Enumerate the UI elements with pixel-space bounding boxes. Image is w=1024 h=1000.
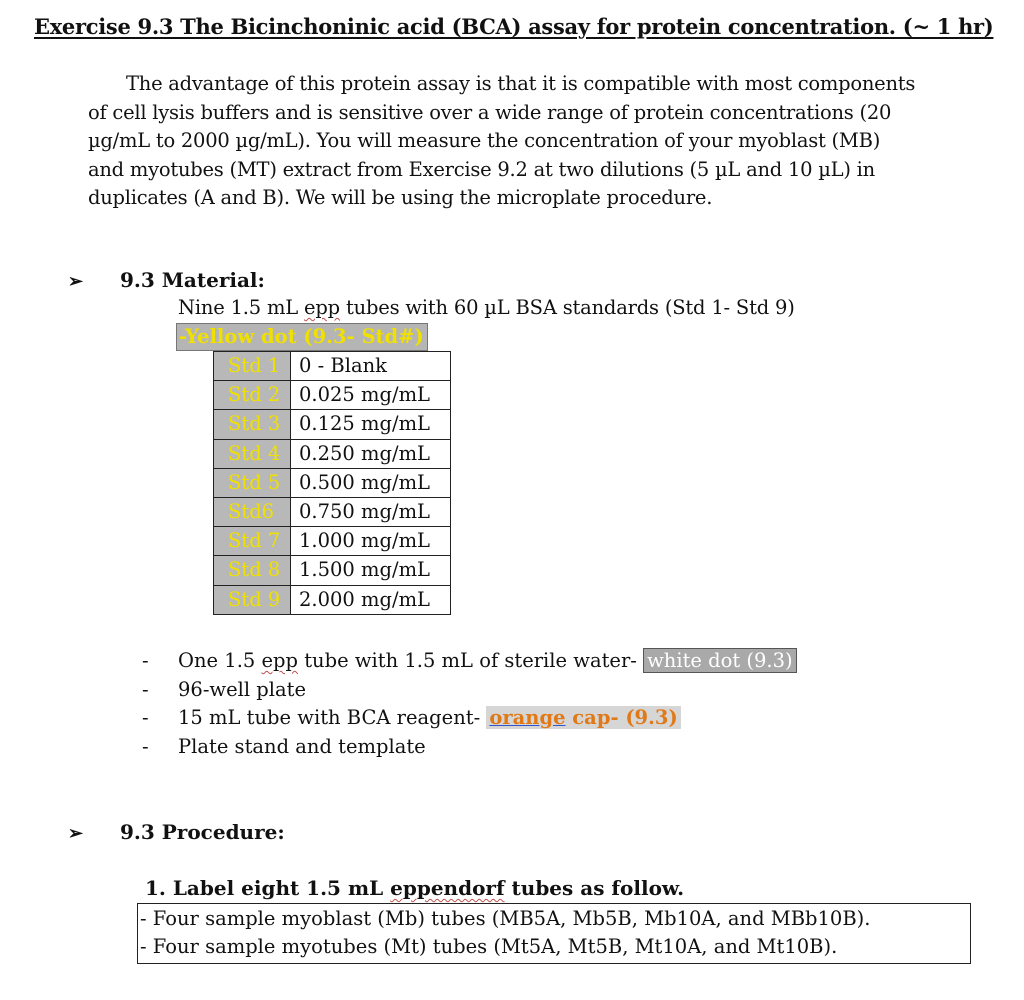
spell-check-word: epp <box>304 296 340 319</box>
bca-text-pre: 15 mL tube with BCA reagent- <box>178 706 487 729</box>
standard-id: Std6 <box>214 497 291 526</box>
intro-line: of cell lysis buffers and is sensitive over a wide range of protein concentrations (20 <box>88 100 892 124</box>
standard-concentration: 0.500 mg/mL <box>291 468 451 497</box>
water-text-pre: One 1.5 <box>178 649 262 672</box>
intro-line: and myotubes (MT) extract from Exercise 9.2 at two dilutions (5 µL and 10 µL) in <box>88 157 875 181</box>
spell-check-word: epp <box>261 649 299 672</box>
material-heading <box>68 268 265 292</box>
standard-row <box>214 439 451 468</box>
standard-concentration: 1.500 mg/mL <box>291 556 451 585</box>
tube-label-line: - Four sample myotubes (Mt) tubes (Mt5A, Mt5B, Mt10A, and Mt10B). <box>140 935 838 958</box>
standard-concentration: 1.000 mg/mL <box>291 527 451 556</box>
intro-line: duplicates (A and B). We will be using the microplate procedure. <box>88 186 713 209</box>
intro-paragraph <box>88 70 978 213</box>
procedure-heading-text: 9.3 Procedure: <box>120 820 285 844</box>
standard-id: Std 1 <box>214 352 291 381</box>
standard-row <box>214 381 451 410</box>
dash-bullet: - <box>142 734 149 758</box>
spell-check-word: eppendorf <box>390 876 505 900</box>
standard-id: Std 7 <box>214 527 291 556</box>
orange-cap-rest: cap- (9.3) <box>565 706 678 729</box>
list-item <box>142 704 797 733</box>
orange-word: orange <box>489 706 566 729</box>
standard-row <box>214 410 451 439</box>
standard-concentration: 0.025 mg/mL <box>291 381 451 410</box>
standard-concentration: 0 - Blank <box>291 352 451 381</box>
list-item <box>142 647 797 676</box>
white-dot-tag: white dot (9.3) <box>643 648 797 673</box>
tube-label-line: - Four sample myoblast (Mb) tubes (MB5A, Mb5B, Mb10A, and MBb10B). <box>140 907 871 930</box>
list-item <box>142 676 797 705</box>
step-1-text-pre: 1. Label eight 1.5 mL <box>145 876 391 900</box>
standard-row <box>214 527 451 556</box>
standard-id: Std 9 <box>214 585 291 614</box>
standard-id: Std 8 <box>214 556 291 585</box>
orange-cap-tag <box>486 706 680 729</box>
standard-row <box>214 497 451 526</box>
standard-concentration: 0.250 mg/mL <box>291 439 451 468</box>
yellow-dot-label: -Yellow dot (9.3- Std#) <box>176 323 428 351</box>
dash-bullet: - <box>142 677 149 701</box>
step-1 <box>145 876 684 900</box>
standards-description <box>178 296 795 319</box>
arrow-bullet-icon: ➢ <box>68 823 84 844</box>
standard-concentration: 2.000 mg/mL <box>291 585 451 614</box>
stand-text: Plate stand and template <box>178 734 426 758</box>
standard-concentration: 0.750 mg/mL <box>291 497 451 526</box>
standards-text-pre: Nine 1.5 mL <box>178 296 305 319</box>
standard-row <box>214 468 451 497</box>
standard-id: Std 5 <box>214 468 291 497</box>
list-item <box>142 733 797 762</box>
standards-table <box>213 351 451 615</box>
standard-row <box>214 585 451 614</box>
procedure-heading <box>68 820 285 844</box>
page-title: Exercise 9.3 The Bicinchoninic acid (BCA) assay for protein concentration. (~ 1 hr) <box>34 14 994 39</box>
materials-list <box>142 647 797 761</box>
material-heading-text: 9.3 Material: <box>120 268 265 292</box>
standard-id: Std 4 <box>214 439 291 468</box>
tube-label-box <box>137 903 971 964</box>
water-text-post: tube with 1.5 mL of sterile water- <box>298 649 644 672</box>
standards-text-post: tubes with 60 µL BSA standards (Std 1- Std 9) <box>339 296 795 319</box>
standard-row <box>214 556 451 585</box>
dash-bullet: - <box>142 706 149 729</box>
standard-id: Std 2 <box>214 381 291 410</box>
intro-line: µg/mL to 2000 µg/mL). You will measure the concentration of your myoblast (MB) <box>88 129 881 152</box>
step-1-text-post: tubes as follow. <box>504 876 685 900</box>
standard-row <box>214 352 451 381</box>
plate-text: 96-well plate <box>178 677 307 701</box>
arrow-bullet-icon: ➢ <box>68 271 84 292</box>
standard-id: Std 3 <box>214 410 291 439</box>
dash-bullet: - <box>142 649 149 672</box>
intro-line: The advantage of this protein assay is that it is compatible with most components <box>126 72 916 95</box>
standard-concentration: 0.125 mg/mL <box>291 410 451 439</box>
